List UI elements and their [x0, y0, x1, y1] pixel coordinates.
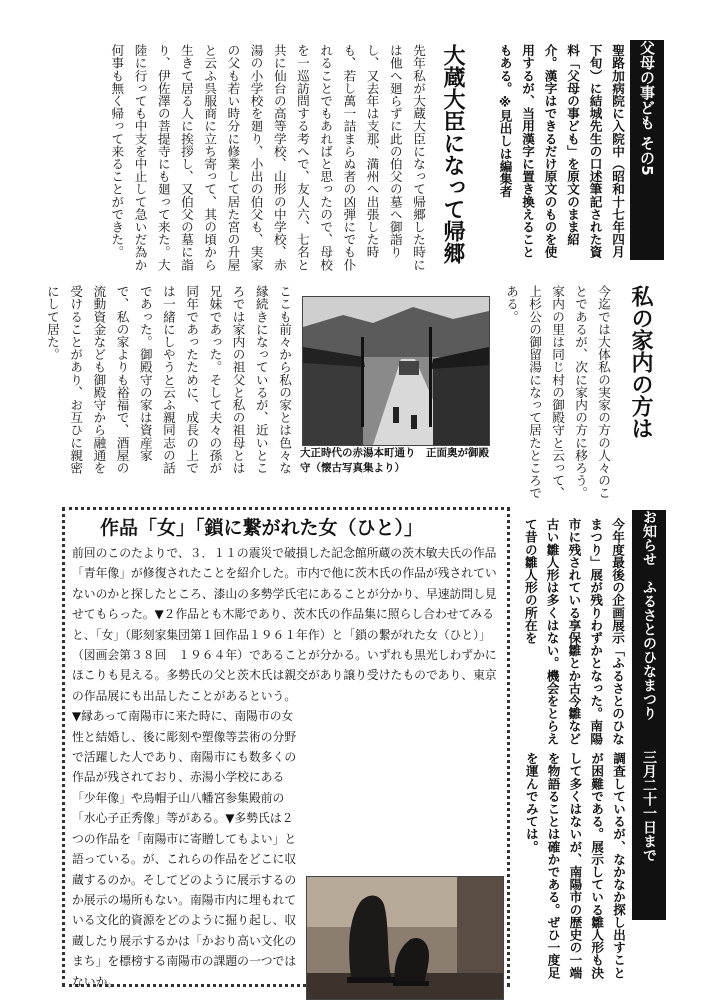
- works-body: [72, 543, 504, 989]
- notice-date-tag: [632, 750, 666, 920]
- kanai-body: 今迄では大体私の実家の方の人々のことであるが、次に家内の方に移ろう。家内の里は同じ村の御殿守と云って、上杉公の御留湯になって居たところである。: [504, 285, 611, 500]
- series-tag: [630, 40, 664, 260]
- works-heading: 作品「女」「鎖に繋がれた女（ひと）」: [100, 517, 424, 539]
- gotenmori-body: ここも前々から私の家とは色々な縁続きになっているが、近いところでは家内の祖父と私の祖母とは兄妹であった。そして夫々の孫が同年であったために、成長の上では一緒にしやうと云ふ親同志の話であった。御殿守の家は資産家で、私の家よりも裕福で、酒屋の流動資金なども御殿守から融通を受けることがあり、お互ひに親密にして居た。: [44, 285, 292, 474]
- intro-note: 聖路加病院に入院中（昭和十七年四月下旬）に結城先生の口述筆記された資料「父母の事ども」を原文のまま紹介。漢字はできるだけ原文のものを使用するが、当用漢字に置き換えることもある。※見出しは編集者: [497, 44, 625, 259]
- town-photo-caption: 大正時代の赤湯本町通り 正面奥が御殿守（懐古写真集より）: [300, 447, 489, 474]
- okura-heading: 大蔵大臣になって帰郷: [440, 44, 465, 264]
- notice-body-bottom: 調査しているが、なかなか探し出すことが困難である。展示している雛人形も決して多くはないが、南陽市の歴史の一端を物語ることは確かである。ぜひ一度足を運んでみては。: [523, 752, 626, 979]
- notice-date-text: 三月二十一日まで: [641, 750, 657, 862]
- okura-body: 先年私が大蔵大臣になって帰郷した時には他へ廻らずに此の伯父の墓へ御詣りし、又去年は支那、満州へ出張した時も、若し萬一詰まらぬ者の凶弾にでも仆れることでもあればと思ったので、母校を一巡訪問する考へで、友人六、七名と共に仙台の高等学校、山形の中学校、赤湯の小学校を廻り、小出の伯父も、実家の父も若い時分に修業して居た宮の升屋と云ふ呉服商に立ち寄って、其の頃から生きて居る人に挨拶し、又伯父の墓に詣り、伊佐澤の菩提寺にも廻って来た。大陸に行っても中支を中止して急いだ為か何事も無く帰って来ることができた。: [109, 44, 426, 271]
- notice-tag-text: お知らせ ふるさとのひなまつり: [641, 510, 657, 720]
- series-tag-text: 父母の事ども その5: [638, 40, 656, 176]
- statue-photo: [306, 876, 504, 1000]
- statue-illustration: [307, 877, 503, 999]
- town-street-illustration: [303, 297, 489, 445]
- notice-body-top: 今年度最後の企画展示「ふるさとのひなまつり」展が残りわずかとなった。南陽市に残されている享保雛とか古今雛など古い雛人形は多くはない。機会をとらえて昔の雛人形の所在を: [522, 518, 625, 745]
- kanai-heading: 私の家内の方は: [628, 285, 653, 439]
- works-paragraph-1: 前回のこのたよりで、３．１１の震災で破損した記念館所蔵の茨木敏夫氏の作品「青年像」が修復されたことを紹介した。市内で他に茨木氏の作品が残されていないのかと探したところ、漆山の多勢学氏宅にあることが分かり、早速訪問し見せてもらった。▼２作品とも木彫であり、茨木氏の作品集に照らし合わせてみると、「女」（彫刻家集団第１回作品１９６１年作）と「鎖の繋がれた女（ひと）」（図画会第３８回 １９６４年）であることが分かる。いずれも黒光しわずかにほこりも見える。多勢氏の父と茨木氏は親交があり譲り受けたものであり、東京の作品展にも出品したことがあるという。: [72, 546, 497, 703]
- town-street-photo: [302, 296, 490, 446]
- works-paragraph-2: ▼縁あって南陽市に来た時に、南陽市の女性と結婚し、後に彫刻や塑像等芸術の分野で活躍した人であり、南陽市にも数多くの作品が残されており、赤湯小学校にある「少年像」や烏帽子山八幡宮参集殿前の「水心子正秀像」等がある。▼多勢氏は２つの作品を「南陽市に寄贈してもよい」と語っている。が、これらの作品をどこに収蔵するのか。そしてどのように展示するのか展示の場所もない。南陽市内に埋もれている文化的資源をどのように掘り起し、収蔵したり展示するかは「かおり高い文化のまち」を標榜する南陽市の課題の一つではないか。: [72, 709, 297, 989]
